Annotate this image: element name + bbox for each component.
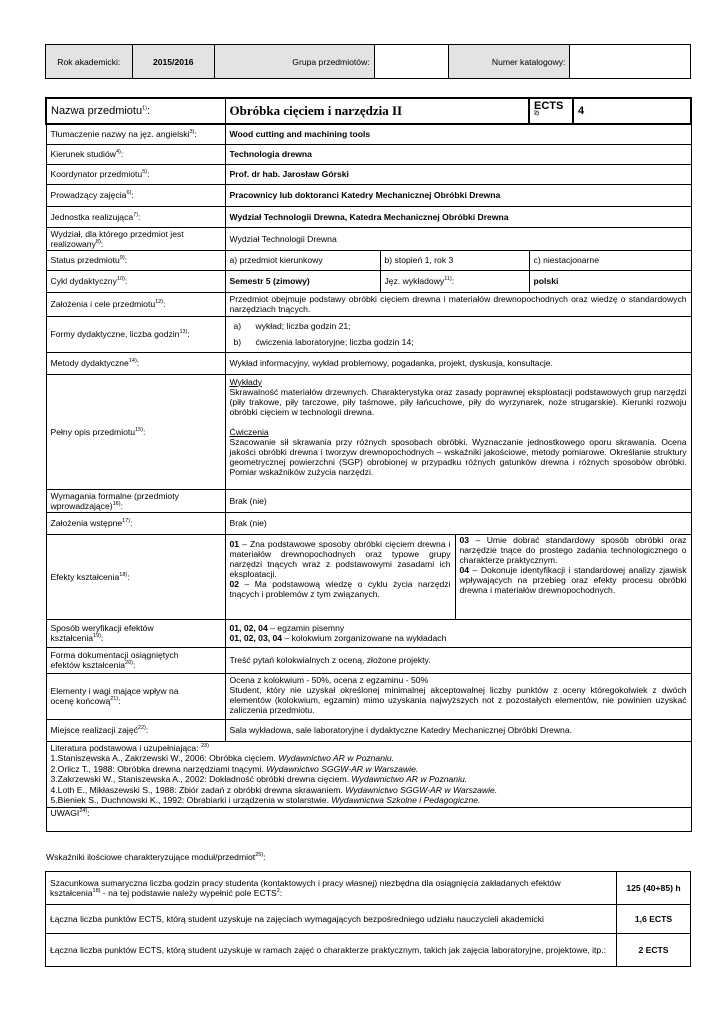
indicator-value-ects-practical: 2 ECTS xyxy=(617,934,691,967)
course-name-label: Nazwa przedmiotu$^{1)}$: xyxy=(46,98,225,124)
forms-label: Formy dydaktyczne, liczba godzin$^{13)}$: xyxy=(46,316,225,352)
weights-line-2: Student, który nie uzyskał określonej minimalnej akceptowalnej liczby punktów z oceny któregokolwiek z dwóch elementów (kolokwium, egzamin) mimo uzyskania najwyższych not z pozostałych elementów, nie powinien uzyskać zaliczenia przedmiotu. xyxy=(229,684,687,715)
group-value xyxy=(374,45,448,79)
group-label: Grupa przedmiotów: xyxy=(214,45,374,79)
literature-cell xyxy=(46,741,691,807)
weights-value xyxy=(225,673,691,719)
ects-label: ECTS $^{2)}$ xyxy=(529,98,573,124)
language-label: Jęz. wykładowy$^{11)}$: xyxy=(380,270,529,292)
place-value: Sala wykładowa, sale laboratoryjne i dydaktyczne Katedry Mechanicznej Obróbki Drewna. xyxy=(225,719,691,741)
verification-item-1: 01, 02, 04 – egzamin pisemny xyxy=(229,623,345,633)
forms-item-a: a) wykład; liczba godzin 21; xyxy=(233,321,351,331)
status-label: Status przedmiotu$^{9)}$: xyxy=(46,250,225,270)
prereq-value: Brak (nie) xyxy=(225,512,691,534)
academic-year-value: 2015/2016 xyxy=(132,45,214,79)
course-name-value: Obróbka cięciem i narzędzia II xyxy=(225,98,529,124)
lectures-heading: Wykłady xyxy=(229,376,262,387)
indicator-text-hours: Szacunkowa sumaryczna liczba godzin pracy studenta (kontaktowych i pracy własnej) niezbędna dla osiągnięcia zakładanych efektów kształcenia$^{18)}$ - na tej podstawie należy wypełnić pole ECTS$^2$: xyxy=(46,872,617,905)
coordinator-value: Prof. dr hab. Jarosław Górski xyxy=(225,164,691,184)
faculty-value: Wydział Technologii Drewna xyxy=(225,227,691,250)
prereq-label: Założenia wstępne$^{17)}$: xyxy=(46,512,225,534)
outcome-03: 03 – Umie dobrać standardowy sposób obróbki oraz narzędzie tnące do prostego zadania technologicznego o charakterze praktycznym. xyxy=(459,534,687,565)
exercises-text: Szacowanie sił skrawania przy różnych sposobach obróbki. Wyznaczanie jednostkowego oporu skrawania. Ocena jakości obróbki drewna i tworzyw drewnopochodnych – wskaźniki jakościowe, metody pomiarowe. Określanie struktury geometrycznej powierzchni (SGP) obrobionej w przypadku różnych gatunków drewna i różnych sposobów obróbki. Pomiar wskaźników zużycia narzędzi. xyxy=(229,436,687,477)
formal-req-value: Brak (nie) xyxy=(225,489,691,512)
translation-label: Tłumaczenie nazwy na jęz. angielski$^{3)}$: xyxy=(46,124,225,144)
indicators-heading: Wskaźniki ilościowe charakteryzujące moduł/przedmiot$^{25)}$: xyxy=(46,852,266,862)
literature-item: 1.Staniszewska A., Zakrzewski W., 2006: Obróbka cięciem. Wydawnictwo AR w Poznaniu. xyxy=(50,753,395,763)
academic-year-label: Rok akademicki: xyxy=(46,45,133,79)
literature-item: 5.Bieniek S., Duchnowski K., 1992: Obrabiarki i urządzenia w stolarstwie. Wydawnictwa Szkolne i Pedagogiczne. xyxy=(50,795,481,805)
indicator-text-ects-practical: Łączna liczba punktów ECTS, którą student uzyskuje w ramach zajęć o charakterze praktycznym, takich jak zajęcia laboratoryjne, projektowe, itp.: xyxy=(46,934,617,967)
literature-item: 3.Zakrzewski W., Staniszewska A., 2002: Dokładność obróbki drewna cięciem. Wydawnictwo AR w Poznaniu. xyxy=(50,774,468,784)
faculty-label: Wydział, dla którego przedmiot jest realizowany$^{8)}$: xyxy=(46,227,225,250)
forms-item-b: b) ćwiczenia laboratoryjne; liczba godzin 14; xyxy=(233,337,414,347)
full-desc-value xyxy=(225,374,691,489)
documentation-label: Forma dokumentacji osiągniętych efektów kształcenia$^{20)}$: xyxy=(46,647,225,673)
place-label: Miejsce realizacji zajęć$^{22)}$: xyxy=(46,719,225,741)
goals-value: Przedmiot obejmuje podstawy obróbki cięciem drewna i materiałów drewnopochodnych oraz wiedzę o standardowych narzędziach tnących. xyxy=(225,292,691,316)
formal-req-label: Wymagania formalne (przedmioty wprowadzające)$^{16)}$: xyxy=(46,489,225,512)
exercises-heading: Ćwiczenia xyxy=(229,426,269,437)
direction-label: Kierunek studiów$^{4)}$: xyxy=(46,144,225,164)
literature-item: 4.Loth E., Mikłaszewski S., 1988: Zbiór zadań z obróbki drewna skrawaniem. Wydawnictwo SGGW-AR w Warszawie. xyxy=(50,784,498,795)
indicator-text-ects-direct: Łączna liczba punktów ECTS, którą student uzyskuje na zajęciach wymagających bezpośredniego udziału nauczycieli akademicki xyxy=(46,905,617,934)
language-value: polski xyxy=(529,270,691,292)
indicators-table xyxy=(45,871,691,967)
documentation-value: Treść pytań kolokwialnych z oceną, złożone projekty. xyxy=(225,647,691,673)
remarks-cell: UWAGI$^{24)}$: xyxy=(46,807,691,831)
weights-line-1: Ocena z kolokwium - 50%, ocena z egzaminu - 50% xyxy=(229,674,429,685)
status-b: b) stopień 1, rok 3 xyxy=(380,250,529,270)
goals-label: Założenia i cele przedmiotu$^{12)}$: xyxy=(46,292,225,316)
translation-value: Wood cutting and machining tools xyxy=(225,124,691,144)
verification-value xyxy=(225,619,691,647)
lecturers-label: Prowadzący zajęcia$^{6)}$: xyxy=(46,184,225,206)
verification-item-2: 01, 02, 03, 04 – kolokwium zorganizowane na wykładach xyxy=(229,633,447,643)
outcome-01: 01 – Zna podstawowe sposoby obróbki cięciem drewna i materiałów drewnopochodnych oraz typowe grupy narzędzi tnących wraz z podstawowymi zasadami ich eksploatacji. xyxy=(229,538,451,579)
weights-label: Elementy i wagi mające wpływ na ocenę końcową$^{21)}$: xyxy=(46,673,225,719)
coordinator-label: Koordynator przedmiotu$^{5)}$: xyxy=(46,164,225,184)
outcome-04: 04 – Dokonuje identyfikacji i standardowej analizy zjawisk wpływających na przebieg oraz efekty procesu obróbki drewna i materiałów drewnopochodnych. xyxy=(459,564,687,595)
unit-value: Wydział Technologii Drewna, Katedra Mechanicznej Obróbki Drewna xyxy=(225,206,691,227)
outcomes-label: Efekty kształcenia$^{18)}$: xyxy=(46,534,225,619)
full-desc-label: Pełny opis przedmiotu$^{15)}$: xyxy=(46,374,225,489)
literature-item: 2.Orlicz T., 1988: Obróbka drewna narzędziami tnącymi. Wydawnictwo SGGW-AR w Warszawie. xyxy=(50,763,419,774)
outcome-02: 02 – Ma podstawową wiedzę o cyklu życia narzędzi tnących i problemów z tym związanych. xyxy=(229,578,451,599)
verification-label: Sposób weryfikacji efektów kształcenia$^{19)}$: xyxy=(46,619,225,647)
indicator-value-hours: 125 (40+85) h xyxy=(617,872,691,905)
cycle-label: Cykl dydaktyczny$^{10)}$: xyxy=(46,270,225,292)
catalog-label: Numer katalogowy: xyxy=(448,45,570,79)
cycle-value: Semestr 5 (zimowy) xyxy=(225,270,380,292)
course-table xyxy=(45,97,692,832)
status-c: c) niestacjonarne xyxy=(529,250,691,270)
forms-value xyxy=(225,316,691,352)
unit-label: Jednostka realizująca$^{7)}$: xyxy=(46,206,225,227)
methods-value: Wykład informacyjny, wykład problemowy, pogadanka, projekt, dyskusja, konsultacje. xyxy=(225,352,691,374)
catalog-value xyxy=(570,45,691,79)
lecturers-value: Pracownicy lub doktoranci Katedry Mechanicznej Obróbki Drewna xyxy=(225,184,691,206)
direction-value: Technologia drewna xyxy=(225,144,691,164)
header-table xyxy=(45,44,691,79)
lectures-text: Skrawalność materiałów drzewnych. Charakterystyka oraz zasady poprawnej eksploatacji podstawowych grup narzędzi (piły trakowe, piły tarczowe, piły taśmowe, piły łańcuchowe, piły do wyrzynarek, noże strugarskie). Kierunki rozwoju obróbki cięciem w technologii drewna. xyxy=(229,386,687,417)
methods-label: Metody dydaktyczne$^{14)}$: xyxy=(46,352,225,374)
ects-value: 4 xyxy=(573,98,691,124)
indicator-value-ects-direct: 1,6 ECTS xyxy=(617,905,691,934)
outcomes-left xyxy=(225,534,455,619)
outcomes-right xyxy=(455,534,691,619)
literature-heading: Literatura podstawowa i uzupełniająca: $^{23)}$ xyxy=(50,742,209,753)
status-a: a) przedmiot kierunkowy xyxy=(225,250,380,270)
